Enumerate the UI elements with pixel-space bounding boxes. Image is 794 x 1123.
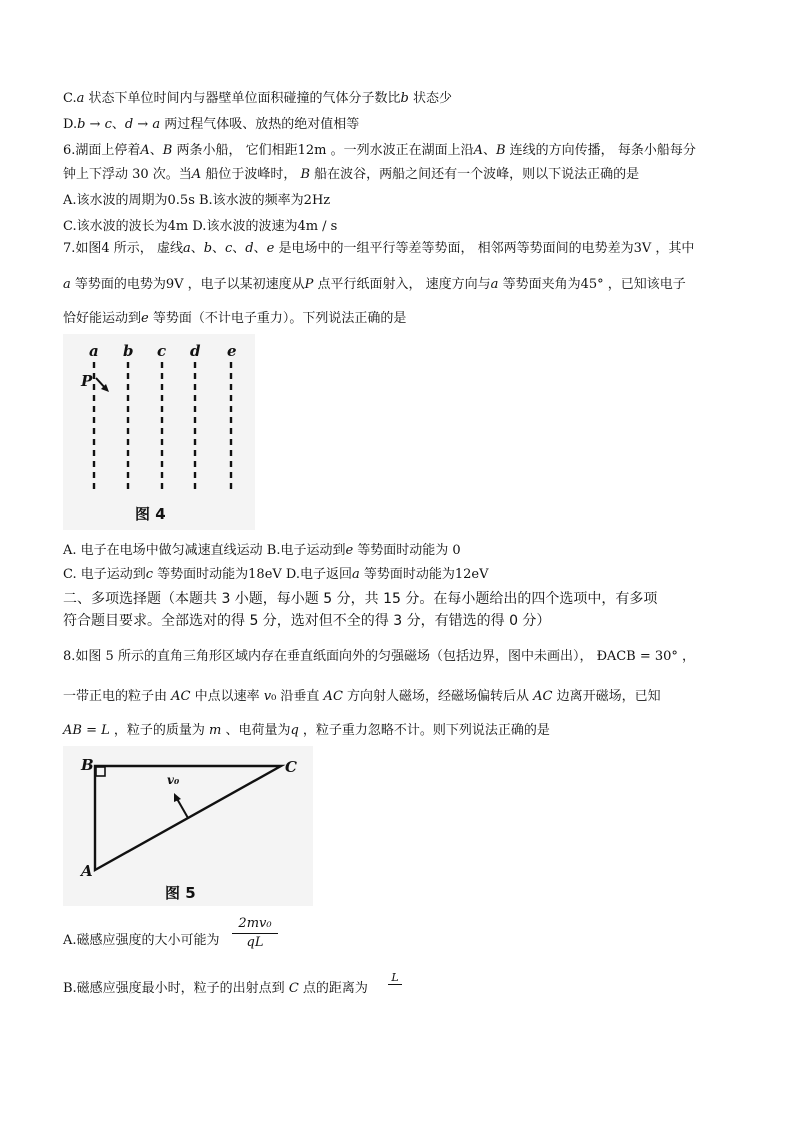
figure-5-caption: 图 5 [165, 884, 196, 902]
vertex-c: C [285, 758, 297, 776]
text-line: 8.如图 5 所示的直角三角形区域内存在垂直纸面向外的匀强磁场（包括边界，图中未画出）， ÐACB = 30° ， [63, 649, 696, 664]
figure-4-caption: 图 4 [135, 505, 166, 523]
text-line: 6.湖面上停着𝐴、𝐵 两条小船， 它们相距12m 。一列水波正在湖面上沿𝐴、𝐵 连线的方向传播， 每条小船每分 [63, 143, 696, 158]
text-line: C.𝑎 状态下单位时间内与器壁单位面积碰撞的气体分子数比𝑏 状态少 [63, 91, 452, 106]
option-a-fraction [232, 916, 278, 951]
figure-5-drawing [63, 746, 313, 906]
label-c: c [157, 342, 167, 360]
label-d: d [190, 342, 201, 360]
fraction-numerator: 2𝑚𝑣₀ [238, 916, 272, 931]
velocity-arrow-v0 [174, 793, 188, 818]
text-line: 𝐴𝐵 = 𝐿 ，粒子的质量为 𝑚 、电荷量为𝑞 ，粒子重力忽略不计。则下列说法正确的是 [63, 723, 550, 738]
vertex-b: B [81, 756, 94, 774]
vertex-a: A [81, 862, 93, 880]
fraction-denominator: 𝑞𝐿 [246, 935, 264, 950]
text-line: 恰好能运动到𝑒 等势面（不计电子重力）。下列说法正确的是 [63, 311, 407, 326]
text-line: A. 电子在电场中做匀减速直线运动 B.电子运动到𝑒 等势面时动能为 0 [63, 543, 461, 558]
figure-5 [63, 746, 313, 906]
text-line: C.该水波的波长为4m D.该水波的波速为4m / s [63, 219, 338, 234]
velocity-arrow [96, 378, 109, 392]
label-p: P [81, 372, 93, 390]
text-line: 7.如图4 所示， 虚线𝑎、𝑏、𝑐、𝑑、𝑒 是电场中的一组平行等差等势面， 相邻两等势面间的电势差为3V ，其中 [63, 241, 695, 256]
text-line: A.该水波的周期为0.5s B.该水波的频率为2Hz [63, 193, 331, 208]
fraction-bar [232, 933, 278, 934]
text-line: 符合题目要求。全部选对的得 5 分，选对但不全的得 3 分，有错选的得 0 分） [63, 613, 551, 629]
option-b-fraction [388, 972, 402, 985]
fraction-numerator: 𝐿 [391, 971, 399, 984]
text-line: D.𝑏 → 𝑐、𝑑 → 𝑎 两过程气体吸、放热的绝对值相等 [63, 117, 360, 132]
fraction-bar [388, 984, 402, 985]
text-line: B.磁感应强度最小时，粒子的出射点到 𝐶 点的距离为 [63, 981, 368, 996]
figure-4 [63, 334, 255, 530]
label-e: e [227, 342, 237, 360]
text-line: 𝑎 等势面的电势为9V ，电子以某初速度从𝑃 点平行纸面射入， 速度方向与𝑎 等势面夹角为45° ，已知该电子 [63, 277, 686, 292]
text-line: 二、多项选择题（本题共 3 小题，每小题 5 分，共 15 分。在每小题给出的四个选项中，有多项 [63, 591, 658, 607]
figure-4-drawing [63, 334, 255, 530]
text-line: 钟上下浮动 30 次。当𝐴 船位于波峰时， 𝐵 船在波谷，两船之间还有一个波峰，则以下说法正确的是 [63, 167, 640, 182]
text-line: A.磁感应强度的大小可能为 [63, 933, 220, 948]
text-line: C. 电子运动到𝑐 等势面时动能为18eV D.电子返回𝑎 等势面时动能为12eV [63, 567, 489, 582]
label-v0: v₀ [167, 773, 180, 787]
label-b: b [123, 342, 134, 360]
text-line: 一带正电的粒子由 𝐴𝐶 中点以速率 𝑣₀ 沿垂直 𝐴𝐶 方向射人磁场，经磁场偏转后从 𝐴𝐶 边离开磁场，已知 [63, 689, 661, 704]
right-angle-mark [96, 767, 105, 776]
label-a: a [89, 342, 99, 360]
